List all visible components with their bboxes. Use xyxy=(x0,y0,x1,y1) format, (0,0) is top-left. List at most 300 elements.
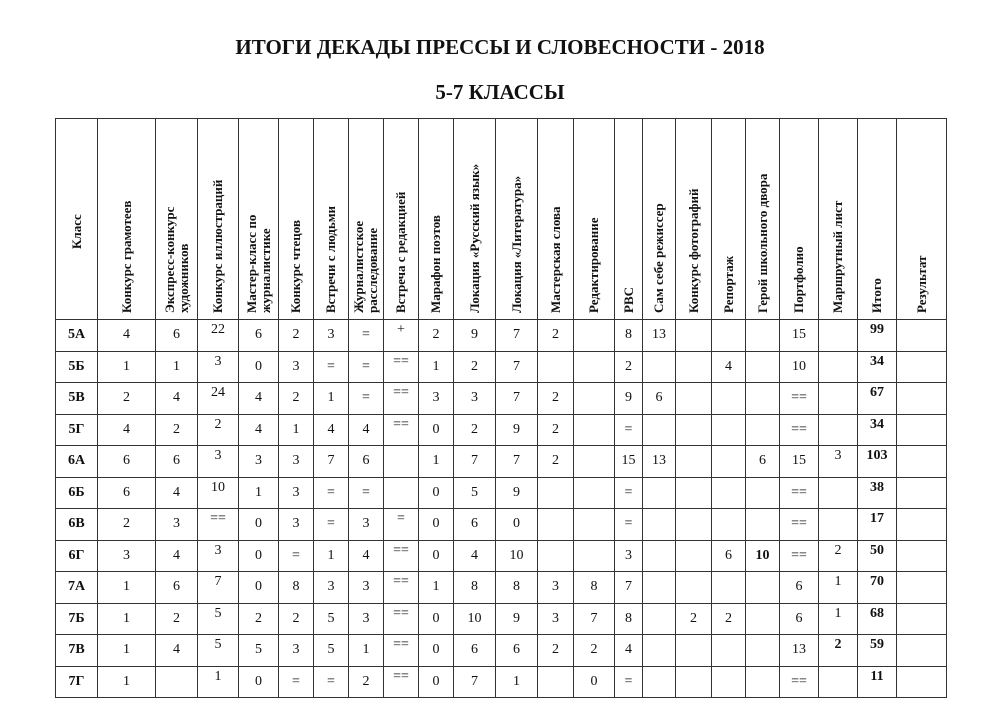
score-cell: 8 xyxy=(574,572,615,604)
score-cell xyxy=(676,414,712,446)
score-cell: 3 xyxy=(156,509,198,541)
score-cell: 5 xyxy=(454,477,496,509)
score-cell: 8 xyxy=(279,572,314,604)
column-header-label: Итого xyxy=(869,278,884,313)
column-header-label: Конкурс фотографий xyxy=(685,188,701,313)
score-cell: 6 xyxy=(156,320,198,352)
score-cell xyxy=(712,509,746,541)
score-cell xyxy=(819,320,858,352)
score-cell: 0 xyxy=(419,509,454,541)
score-cell xyxy=(643,635,676,667)
class-name-cell: 6Г xyxy=(56,540,98,572)
column-header xyxy=(279,119,314,320)
score-cell: 2 xyxy=(454,414,496,446)
score-cell: 2 xyxy=(279,320,314,352)
score-cell: 2 xyxy=(419,320,454,352)
total-cell: 59 xyxy=(858,635,897,667)
column-header-label: Локация «Литература» xyxy=(508,175,524,313)
score-cell: 6 xyxy=(454,509,496,541)
score-cell xyxy=(746,414,780,446)
result-cell xyxy=(897,572,947,604)
score-cell xyxy=(712,320,746,352)
score-cell: 1 xyxy=(98,572,156,604)
column-header xyxy=(615,119,643,320)
score-cell: 2 xyxy=(676,603,712,635)
score-cell: 24 xyxy=(198,383,239,415)
score-cell: 2 xyxy=(349,666,384,698)
score-cell: 0 xyxy=(419,666,454,698)
score-cell: 1 xyxy=(98,351,156,383)
score-cell: 8 xyxy=(454,572,496,604)
score-cell: 5 xyxy=(314,603,349,635)
score-cell: 3 xyxy=(349,509,384,541)
score-cell xyxy=(574,414,615,446)
score-cell: 10 xyxy=(746,540,780,572)
table-row xyxy=(56,635,947,667)
score-cell xyxy=(384,446,419,478)
score-cell: 7 xyxy=(314,446,349,478)
column-header xyxy=(819,119,858,320)
total-cell: 99 xyxy=(858,320,897,352)
score-cell: == xyxy=(384,540,419,572)
score-cell: 3 xyxy=(419,383,454,415)
column-header xyxy=(419,119,454,320)
table-row xyxy=(56,509,947,541)
score-cell xyxy=(643,572,676,604)
score-cell: 3 xyxy=(349,572,384,604)
document-title: ИТОГИ ДЕКАДЫ ПРЕССЫ И СЛОВЕСНОСТИ - 2018 xyxy=(235,35,765,59)
column-header xyxy=(384,119,419,320)
score-cell: 0 xyxy=(419,635,454,667)
score-cell: 3 xyxy=(198,540,239,572)
score-cell: 4 xyxy=(156,540,198,572)
score-cell: == xyxy=(780,383,819,415)
score-cell xyxy=(819,509,858,541)
score-cell xyxy=(746,572,780,604)
score-cell xyxy=(574,509,615,541)
table-row xyxy=(56,351,947,383)
column-header-label: Маршрутный лист xyxy=(830,200,845,313)
score-cell xyxy=(712,635,746,667)
score-cell: 6 xyxy=(98,477,156,509)
score-cell xyxy=(574,446,615,478)
score-cell: 3 xyxy=(349,603,384,635)
table-row xyxy=(56,383,947,415)
score-cell: 1 xyxy=(98,635,156,667)
table-row xyxy=(56,446,947,478)
score-cell: 13 xyxy=(780,635,819,667)
column-header xyxy=(780,119,819,320)
score-cell xyxy=(676,635,712,667)
class-name-cell: 6Б xyxy=(56,477,98,509)
score-cell: 6 xyxy=(746,446,780,478)
score-cell: 3 xyxy=(538,603,574,635)
score-cell xyxy=(538,540,574,572)
score-cell xyxy=(384,477,419,509)
score-cell: 9 xyxy=(496,477,538,509)
score-cell: 1 xyxy=(419,351,454,383)
score-cell: = xyxy=(349,320,384,352)
score-cell xyxy=(574,351,615,383)
score-cell: 9 xyxy=(496,414,538,446)
score-cell: 1 xyxy=(496,666,538,698)
score-cell: 10 xyxy=(198,477,239,509)
column-header xyxy=(858,119,897,320)
result-cell xyxy=(897,540,947,572)
score-cell: 3 xyxy=(279,509,314,541)
score-cell: == xyxy=(780,666,819,698)
score-cell: 0 xyxy=(419,603,454,635)
score-cell: == xyxy=(384,666,419,698)
class-name-cell: 7Г xyxy=(56,666,98,698)
total-cell: 68 xyxy=(858,603,897,635)
score-cell: 8 xyxy=(615,603,643,635)
score-cell: == xyxy=(384,635,419,667)
column-header xyxy=(676,119,712,320)
score-cell xyxy=(538,509,574,541)
total-cell: 34 xyxy=(858,414,897,446)
score-cell xyxy=(746,351,780,383)
score-cell: 22 xyxy=(198,320,239,352)
class-name-cell: 7А xyxy=(56,572,98,604)
result-cell xyxy=(897,603,947,635)
result-cell xyxy=(897,446,947,478)
score-cell: 6 xyxy=(239,320,279,352)
score-cell: 5 xyxy=(314,635,349,667)
table-row xyxy=(56,666,947,698)
column-header xyxy=(98,119,156,320)
score-cell xyxy=(712,666,746,698)
score-cell: 8 xyxy=(496,572,538,604)
score-cell: = xyxy=(615,414,643,446)
table-row xyxy=(56,477,947,509)
score-cell xyxy=(574,383,615,415)
score-cell: 6 xyxy=(156,446,198,478)
score-cell: 1 xyxy=(98,603,156,635)
score-cell: 6 xyxy=(496,635,538,667)
score-cell: 0 xyxy=(419,414,454,446)
score-cell: 3 xyxy=(615,540,643,572)
score-cell xyxy=(538,351,574,383)
total-cell: 38 xyxy=(858,477,897,509)
score-cell: 8 xyxy=(615,320,643,352)
score-cell: 2 xyxy=(538,320,574,352)
total-cell: 11 xyxy=(858,666,897,698)
result-cell xyxy=(897,666,947,698)
score-cell: 6 xyxy=(712,540,746,572)
score-cell: 3 xyxy=(239,446,279,478)
column-header-label: Встречи с людьми xyxy=(323,205,338,313)
score-cell xyxy=(712,477,746,509)
score-cell xyxy=(819,666,858,698)
score-cell xyxy=(538,666,574,698)
score-cell: 0 xyxy=(496,509,538,541)
score-cell: 6 xyxy=(454,635,496,667)
score-cell: 1 xyxy=(156,351,198,383)
score-cell: 1 xyxy=(419,572,454,604)
score-cell: 2 xyxy=(538,383,574,415)
score-cell xyxy=(574,320,615,352)
table-row xyxy=(56,603,947,635)
column-header xyxy=(643,119,676,320)
score-cell: 9 xyxy=(454,320,496,352)
score-cell: = xyxy=(349,477,384,509)
column-header xyxy=(198,119,239,320)
score-cell: = xyxy=(349,383,384,415)
column-header xyxy=(56,119,98,320)
class-name-cell: 7Б xyxy=(56,603,98,635)
score-cell: = xyxy=(314,477,349,509)
score-cell xyxy=(643,509,676,541)
result-cell xyxy=(897,477,947,509)
score-cell: 3 xyxy=(198,351,239,383)
score-cell: 6 xyxy=(156,572,198,604)
result-cell xyxy=(897,351,947,383)
score-cell xyxy=(676,509,712,541)
score-cell: 4 xyxy=(239,383,279,415)
table-body xyxy=(56,320,947,698)
score-cell: 7 xyxy=(496,446,538,478)
class-name-cell: 7В xyxy=(56,635,98,667)
column-header-label: Мастер-класс по журналистике xyxy=(243,214,273,313)
score-cell: 2 xyxy=(712,603,746,635)
column-header-label: Встреча с редакцией xyxy=(393,191,408,313)
score-cell: 2 xyxy=(156,414,198,446)
score-cell: 3 xyxy=(279,477,314,509)
score-cell: 7 xyxy=(454,446,496,478)
score-cell: 7 xyxy=(496,320,538,352)
score-cell: 2 xyxy=(156,603,198,635)
score-cell: = xyxy=(615,666,643,698)
score-cell xyxy=(712,414,746,446)
score-cell xyxy=(712,446,746,478)
score-cell xyxy=(746,666,780,698)
total-cell: 70 xyxy=(858,572,897,604)
score-cell: 2 xyxy=(98,383,156,415)
total-cell: 17 xyxy=(858,509,897,541)
score-cell: 2 xyxy=(615,351,643,383)
column-header-label: Репортаж xyxy=(720,255,736,313)
score-cell: 1 xyxy=(314,540,349,572)
score-cell xyxy=(676,320,712,352)
score-cell: 13 xyxy=(643,320,676,352)
score-cell: 4 xyxy=(156,477,198,509)
score-cell xyxy=(156,666,198,698)
score-cell xyxy=(676,540,712,572)
score-cell: 6 xyxy=(98,446,156,478)
score-cell: 2 xyxy=(819,635,858,667)
score-cell: 2 xyxy=(198,414,239,446)
score-cell: 4 xyxy=(712,351,746,383)
score-cell: 10 xyxy=(454,603,496,635)
score-cell xyxy=(819,383,858,415)
score-cell xyxy=(676,572,712,604)
score-cell: 7 xyxy=(496,351,538,383)
score-cell: == xyxy=(198,509,239,541)
score-cell: 4 xyxy=(156,383,198,415)
column-header xyxy=(349,119,384,320)
table-row xyxy=(56,320,947,352)
score-cell xyxy=(676,477,712,509)
score-cell: = xyxy=(314,666,349,698)
score-cell xyxy=(676,446,712,478)
score-cell: = xyxy=(314,509,349,541)
score-cell: 7 xyxy=(574,603,615,635)
score-cell xyxy=(746,603,780,635)
score-cell: 4 xyxy=(314,414,349,446)
result-cell xyxy=(897,383,947,415)
score-cell: 3 xyxy=(198,446,239,478)
score-cell: 9 xyxy=(496,603,538,635)
class-name-cell: 5Г xyxy=(56,414,98,446)
score-cell xyxy=(676,666,712,698)
score-cell: 4 xyxy=(239,414,279,446)
result-cell xyxy=(897,509,947,541)
column-header-label: Портфолио xyxy=(791,246,806,313)
score-cell xyxy=(643,540,676,572)
score-cell: 4 xyxy=(98,320,156,352)
score-cell: 4 xyxy=(615,635,643,667)
score-cell: 4 xyxy=(98,414,156,446)
class-name-cell: 5Б xyxy=(56,351,98,383)
column-header xyxy=(239,119,279,320)
score-cell xyxy=(574,477,615,509)
document-subtitle: 5-7 КЛАССЫ xyxy=(435,80,565,104)
class-name-cell: 5В xyxy=(56,383,98,415)
class-name-cell: 5А xyxy=(56,320,98,352)
score-cell: = xyxy=(314,351,349,383)
column-header-label: Марафон поэтов xyxy=(428,215,443,313)
score-cell: 15 xyxy=(780,320,819,352)
score-cell: = xyxy=(349,351,384,383)
column-header xyxy=(746,119,780,320)
total-cell: 67 xyxy=(858,383,897,415)
score-cell: 6 xyxy=(643,383,676,415)
score-cell: 6 xyxy=(349,446,384,478)
score-cell: 7 xyxy=(615,572,643,604)
score-cell: 1 xyxy=(198,666,239,698)
total-cell: 34 xyxy=(858,351,897,383)
score-cell: + xyxy=(384,320,419,352)
score-cell: == xyxy=(384,603,419,635)
table-row xyxy=(56,572,947,604)
score-cell: 3 xyxy=(279,351,314,383)
score-cell: 0 xyxy=(419,540,454,572)
score-cell: 2 xyxy=(574,635,615,667)
score-cell xyxy=(746,509,780,541)
result-cell xyxy=(897,414,947,446)
header-row xyxy=(56,119,947,320)
score-cell: == xyxy=(780,540,819,572)
score-cell xyxy=(746,635,780,667)
column-header-label: Конкурс чтецов xyxy=(288,220,303,313)
column-header-label: Герой школьного двора xyxy=(754,173,770,313)
score-cell: 5 xyxy=(198,603,239,635)
score-cell: == xyxy=(384,414,419,446)
table-row xyxy=(56,414,947,446)
score-cell: 1 xyxy=(819,603,858,635)
score-cell xyxy=(746,320,780,352)
column-header-label: Сам себе режиссер xyxy=(651,203,666,313)
score-cell: == xyxy=(780,414,819,446)
score-cell xyxy=(643,477,676,509)
score-cell: 2 xyxy=(239,603,279,635)
column-header xyxy=(538,119,574,320)
table-row xyxy=(56,540,947,572)
column-header-label: Класс xyxy=(68,214,84,249)
score-cell: 15 xyxy=(780,446,819,478)
score-cell: 2 xyxy=(538,635,574,667)
score-cell: == xyxy=(384,351,419,383)
score-cell xyxy=(746,477,780,509)
score-cell: 4 xyxy=(454,540,496,572)
result-cell xyxy=(897,635,947,667)
score-cell xyxy=(819,351,858,383)
column-header xyxy=(454,119,496,320)
score-cell: 6 xyxy=(780,603,819,635)
class-name-cell: 6В xyxy=(56,509,98,541)
score-cell: 2 xyxy=(819,540,858,572)
score-cell: 4 xyxy=(349,540,384,572)
score-cell xyxy=(819,414,858,446)
score-cell: 3 xyxy=(454,383,496,415)
score-cell: = xyxy=(279,666,314,698)
score-cell xyxy=(643,666,676,698)
score-cell: 2 xyxy=(538,414,574,446)
score-cell: 1 xyxy=(314,383,349,415)
score-cell xyxy=(643,351,676,383)
score-cell: == xyxy=(780,477,819,509)
score-cell: 3 xyxy=(819,446,858,478)
score-cell: 1 xyxy=(819,572,858,604)
score-cell: 7 xyxy=(198,572,239,604)
score-cell: 4 xyxy=(349,414,384,446)
score-cell xyxy=(538,477,574,509)
score-cell xyxy=(676,351,712,383)
class-name-cell: 6А xyxy=(56,446,98,478)
column-header-label: Мастерская слова xyxy=(547,206,563,313)
score-cell: 1 xyxy=(239,477,279,509)
score-cell: 3 xyxy=(538,572,574,604)
score-cell: 1 xyxy=(279,414,314,446)
score-cell: 2 xyxy=(454,351,496,383)
column-header xyxy=(897,119,947,320)
column-header-label: Локация «Русский язык» xyxy=(466,163,482,313)
score-cell: 2 xyxy=(98,509,156,541)
score-cell: 13 xyxy=(643,446,676,478)
score-cell: 0 xyxy=(419,477,454,509)
score-cell xyxy=(676,383,712,415)
score-cell xyxy=(574,540,615,572)
total-cell: 50 xyxy=(858,540,897,572)
column-header-label: Конкурс грамотеев xyxy=(118,200,134,313)
score-cell: 0 xyxy=(239,540,279,572)
score-cell: 4 xyxy=(156,635,198,667)
score-cell xyxy=(712,383,746,415)
score-cell: 0 xyxy=(239,666,279,698)
score-cell: = xyxy=(615,477,643,509)
score-cell: 1 xyxy=(349,635,384,667)
score-cell: 3 xyxy=(279,635,314,667)
score-cell: = xyxy=(279,540,314,572)
score-cell xyxy=(819,477,858,509)
score-cell xyxy=(643,603,676,635)
column-header xyxy=(314,119,349,320)
score-cell: 3 xyxy=(98,540,156,572)
score-cell: == xyxy=(384,383,419,415)
column-header-label: Журналистское расследование xyxy=(351,220,380,313)
score-cell: 2 xyxy=(279,603,314,635)
